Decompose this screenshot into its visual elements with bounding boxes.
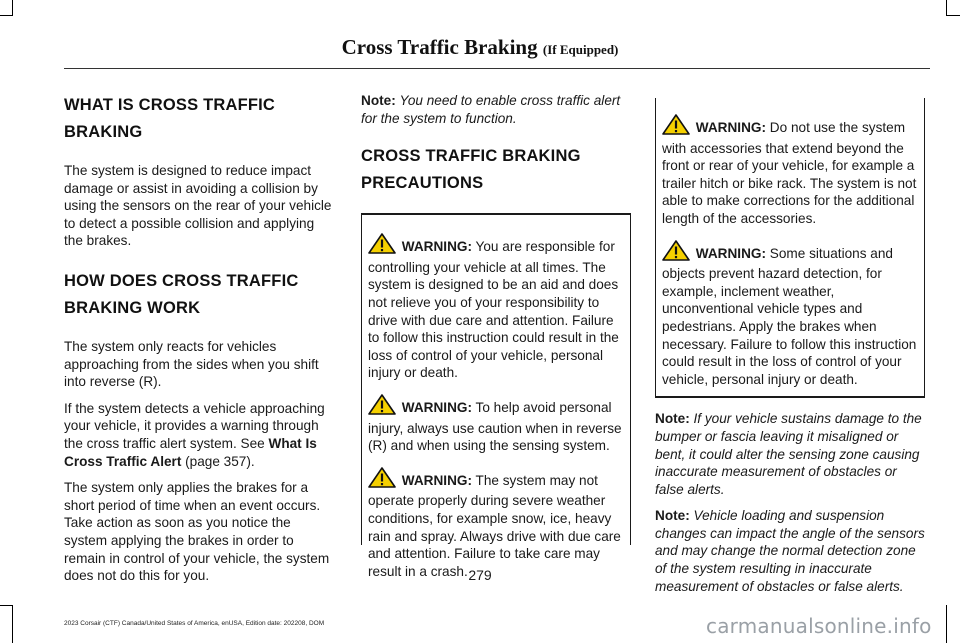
note — [361, 92, 631, 127]
heading-line: BRAKING WORK — [64, 298, 201, 317]
page-number: 279 — [468, 567, 492, 583]
warning-item — [368, 467, 626, 581]
heading-line: PRECAUTIONS — [361, 174, 484, 193]
footer-edition-info: 2023 Corsair (CTF) Canada/United States of America, enUSA, Edition date: 202208, DOM — [64, 620, 325, 627]
crop-mark-bottom-left — [12, 605, 13, 643]
warning-triangle-icon — [662, 114, 690, 140]
warning-box — [655, 98, 925, 398]
warning-label: WARNING: — [401, 399, 473, 415]
warning-label: WARNING: — [401, 239, 473, 255]
section-heading-precautions — [361, 143, 631, 197]
note-label: Note: — [655, 508, 690, 524]
warning-item — [662, 114, 920, 228]
warning-text: The system may not operate properly during severe weather conditions, for example snow, ice, heavy rain and spray. Always drive with due care and attention. Failure to take care may result in a crash. — [368, 472, 621, 579]
warning-text: Do not use the system with accessories that extend beyond the front or rear of your vehicle, for example a trailer hitch or bike rack. The system is not able to make corrections for the additional length of the accessories. — [662, 120, 917, 226]
warning-text: To help avoid personal injury, always use caution when in reverse (R) and when using the sensing system. — [368, 399, 622, 454]
warning-triangle-icon — [368, 394, 396, 420]
page-subtitle: (If Equipped) — [542, 42, 619, 57]
page-title-text: Cross Traffic Braking — [341, 35, 538, 59]
warning-text: You are responsible for controlling your vehicle at all times. The system is designed to be an aid and does not relieve you of your responsibility to drive with due care and attention. Failure to follow this instruction could result in the loss of control of your vehicle, personal injury or death. — [368, 239, 619, 381]
page-reference: (page 357). — [181, 453, 255, 469]
cross-reference-link[interactable]: What Is Cross Traffic Alert — [64, 435, 317, 469]
left-column — [64, 92, 336, 594]
section-heading-how-does — [64, 268, 336, 322]
section-heading-what-is — [64, 92, 336, 146]
crop-mark-bottom-left-h — [0, 605, 12, 606]
warning-item — [368, 394, 626, 455]
paragraph-text: If the system detects a vehicle approaching your vehicle, it provides a warning through the cross traffic alert system. See — [64, 400, 325, 451]
heading-line: BRAKING — [64, 123, 143, 141]
crop-mark-bottom-right — [946, 605, 947, 643]
paragraph: The system is designed to reduce impact damage or assist in avoiding a collision by using the sensors on the rear of your vehicle to detect a possible collision and applying the brakes. — [64, 163, 332, 249]
paragraph — [64, 400, 336, 470]
note-text: You need to enable cross traffic alert for the system to function. — [361, 93, 621, 126]
paragraph: The system only applies the brakes for a short period of time when an event occurs. Take action as soon as you notice the system applying the brakes in order to remain in control of your vehicle, the system does not do this for you. — [64, 480, 330, 584]
paragraph: The system only reacts for vehicles approaching from the sides when you shift into reverse (R). — [64, 338, 319, 390]
header-rule — [64, 68, 930, 69]
warning-text: Some situations and objects prevent hazard detection, for example, inclement weather, unconventional vehicle types and pedestrians. Apply the brakes when necessary. Failure to follow this instruction could result in the loss of control of your vehicle, personal injury or death. — [662, 245, 917, 387]
warning-label: WARNING: — [401, 472, 473, 488]
warning-item — [368, 233, 626, 382]
crop-mark-top-left — [12, 0, 13, 16]
warning-item — [662, 240, 920, 389]
watermark: carmanualsonline.info — [706, 614, 932, 638]
note-label: Note: — [361, 93, 396, 108]
crop-mark-top-right-h — [946, 15, 960, 16]
heading-line: WHAT IS CROSS TRAFFIC — [64, 96, 276, 114]
warning-label: WARNING: — [695, 245, 767, 261]
warning-triangle-icon — [662, 240, 690, 266]
heading-line: CROSS TRAFFIC BRAKING — [361, 147, 581, 166]
note — [655, 410, 925, 498]
page-title — [0, 35, 960, 60]
note-text: If your vehicle sustains damage to the bumper or fascia leaving it misaligned or bent, it could alter the sensing zone causing inaccurate measurement of obstacles or false alerts. — [655, 411, 922, 497]
warning-triangle-icon — [368, 233, 396, 259]
crop-mark-top-right — [946, 0, 947, 16]
heading-line: HOW DOES CROSS TRAFFIC — [64, 271, 299, 290]
right-column — [655, 98, 925, 604]
crop-mark-top-left-h — [0, 15, 12, 16]
warning-triangle-icon — [368, 467, 396, 493]
note-label: Note: — [655, 411, 690, 427]
warning-label: WARNING: — [695, 120, 767, 135]
note-text: Vehicle loading and suspension changes can impact the angle of the sensors and may change the normal detection zone of the system resulting in inaccurate measurement of obstacles or false alerts. — [655, 508, 925, 594]
